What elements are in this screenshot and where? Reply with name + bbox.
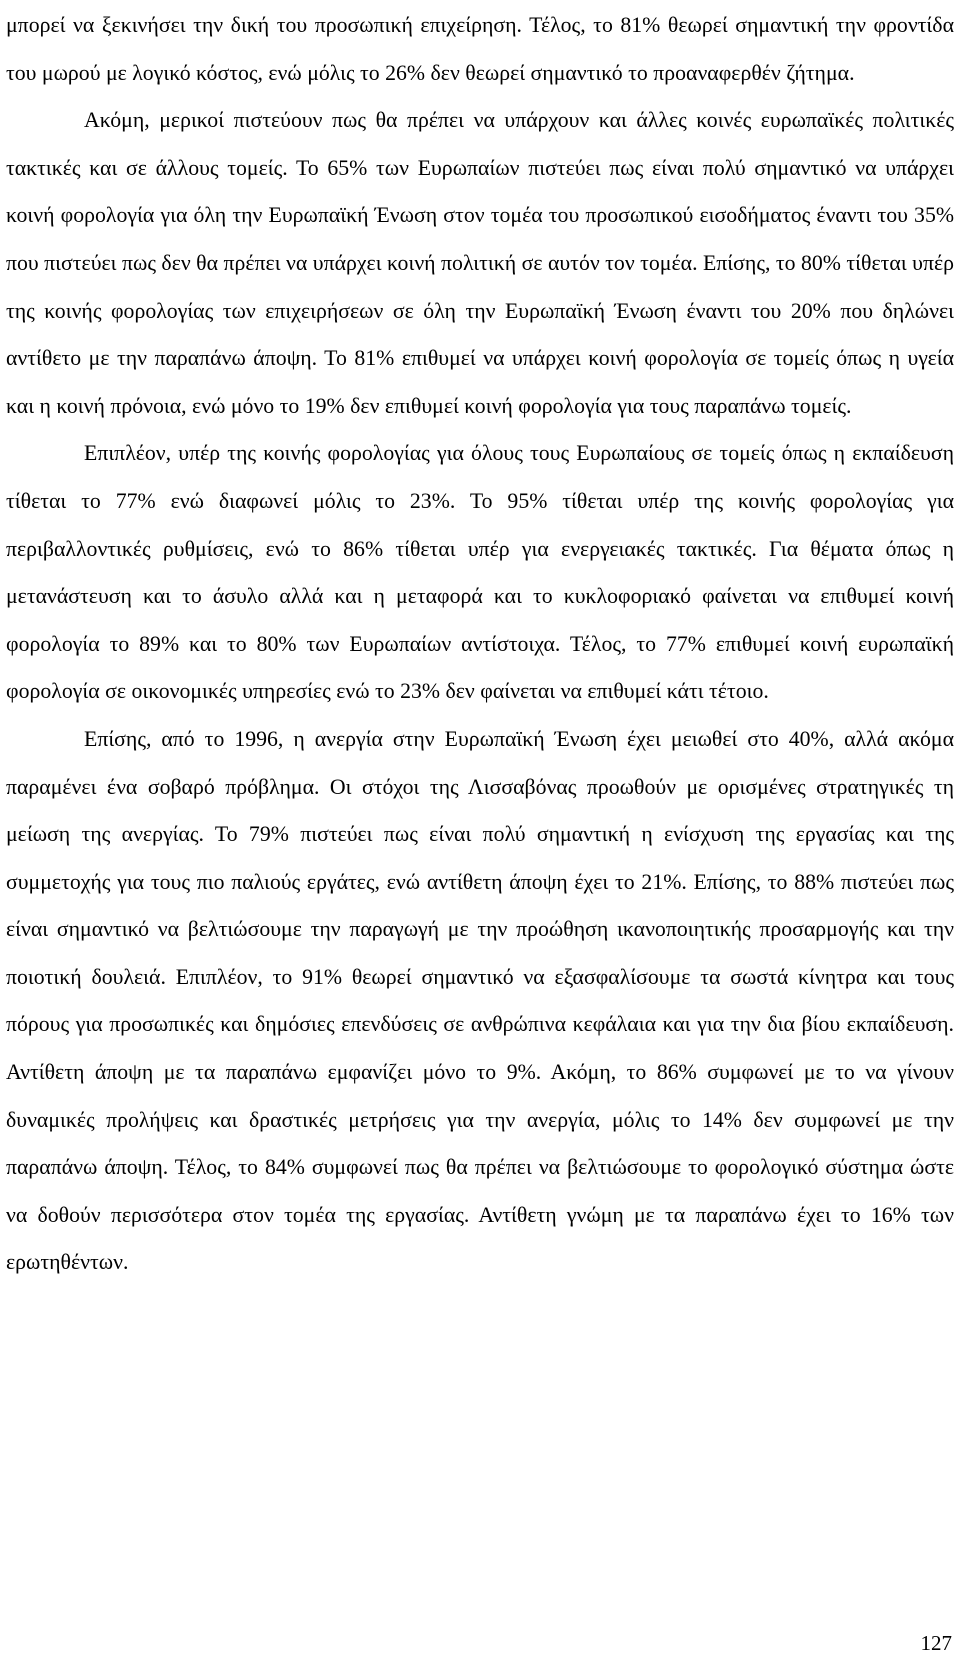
paragraph-common-policies: Ακόμη, μερικοί πιστεύουν πως θα πρέπει να υπάρχουν και άλλες κοινές ευρωπαϊκές πολιτικές τακτικές και σε άλλους τομείς. Το 65% των Ευρωπαίων πιστεύει πως είναι πολύ σημαντικό να υπάρχει κοινή φορολογία για όλη την Ευρωπαϊκή Ένωση στον τομέα του προσωπικού εισοδήματος έναντι του 35% που πιστεύει πως δεν θα πρέπει να υπάρχει κοινή πολιτική σε αυτόν τον τομέα. Επίσης, το 80% τίθεται υπέρ της κοινής φορολογίας των επιχειρήσεων σε όλη την Ευρωπαϊκή Ένωση έναντι του 20% που δηλώνει αντίθετο με την παραπάνω άποψη. Το 81% επιθυμεί να υπάρχει κοινή φορολογία σε τομείς όπως η υγεία και η κοινή πρόνοια, ενώ μόνο το 19% δεν επιθυμεί κοινή φορολογία για τους παραπάνω τομείς. (6, 108, 954, 418)
body-text (6, 2, 954, 1287)
page-number: 127 (920, 1631, 952, 1655)
paragraph-common-taxation: Επιπλέον, υπέρ της κοινής φορολογίας για όλους τους Ευρωπαίους σε τομείς όπως η εκπαίδευση τίθεται το 77% ενώ διαφωνεί μόλις το 23%. Το 95% τίθεται υπέρ της κοινής φορολογίας για περιβαλλοντικές ρυθμίσεις, ενώ το 86% τίθεται υπέρ για ενεργειακές τακτικές. Για θέματα όπως η μετανάστευση και το άσυλο αλλά και η μεταφορά και το κυκλοφοριακό φαίνεται να επιθυμεί κοινή φορολογία το 89% και το 80% των Ευρωπαίων αντίστοιχα. Τέλος, το 77% επιθυμεί κοινή ευρωπαϊκή φορολογία σε οικονομικές υπηρεσίες ενώ το 23% δεν φαίνεται να επιθυμεί κάτι τέτοιο. (6, 441, 954, 704)
paragraph-unemployment: Επίσης, από το 1996, η ανεργία στην Ευρωπαϊκή Ένωση έχει μειωθεί στο 40%, αλλά ακόμα παραμένει ένα σοβαρό πρόβλημα. Οι στόχοι της Λισσαβόνας προωθούν με ορισμένες στρατηγικές τη μείωση της ανεργίας. Το 79% πιστεύει πως είναι πολύ σημαντική η ενίσχυση της εργασίας και της συμμετοχής για τους πιο παλιούς εργάτες, ενώ αντίθετη άποψη έχει το 21%. Επίσης, το 88% πιστεύει πως είναι σημαντικό να βελτιώσουμε την παραγωγή με την προώθηση ικανοποιητικής προσαρμογής και την ποιοτική δουλειά. Επιπλέον, το 91% θεωρεί σημαντικό να εξασφαλίσουμε τα σωστά κίνητρα και τους πόρους για προσωπικές και δημόσιες επενδύσεις σε ανθρώπινα κεφάλαια και για την δια βίου εκπαίδευση. Αντίθετη άποψη με τα παραπάνω εμφανίζει μόνο το 9%. Ακόμη, το 86% συμφωνεί με το να γίνουν δυναμικές προλήψεις και δραστικές μετρήσεις για την ανεργία, μόλις το 14% δεν συμφωνεί με την παραπάνω άποψη. Τέλος, το 84% συμφωνεί πως θα πρέπει να βελτιώσουμε το φορολογικό σύστημα ώστε να δοθούν περισσότερα στον τομέα της εργασίας. Αντίθετη γνώμη με τα παραπάνω έχει το 16% των ερωτηθέντων. (6, 726, 954, 1275)
paragraph-continued: μπορεί να ξεκινήσει την δική του προσωπική επιχείρηση. Τέλος, το 81% θεωρεί σημαντική την φροντίδα του μωρού με λογικό κόστος, ενώ μόλις το 26% δεν θεωρεί σημαντικό το προαναφερθέν ζήτημα. (6, 13, 954, 85)
